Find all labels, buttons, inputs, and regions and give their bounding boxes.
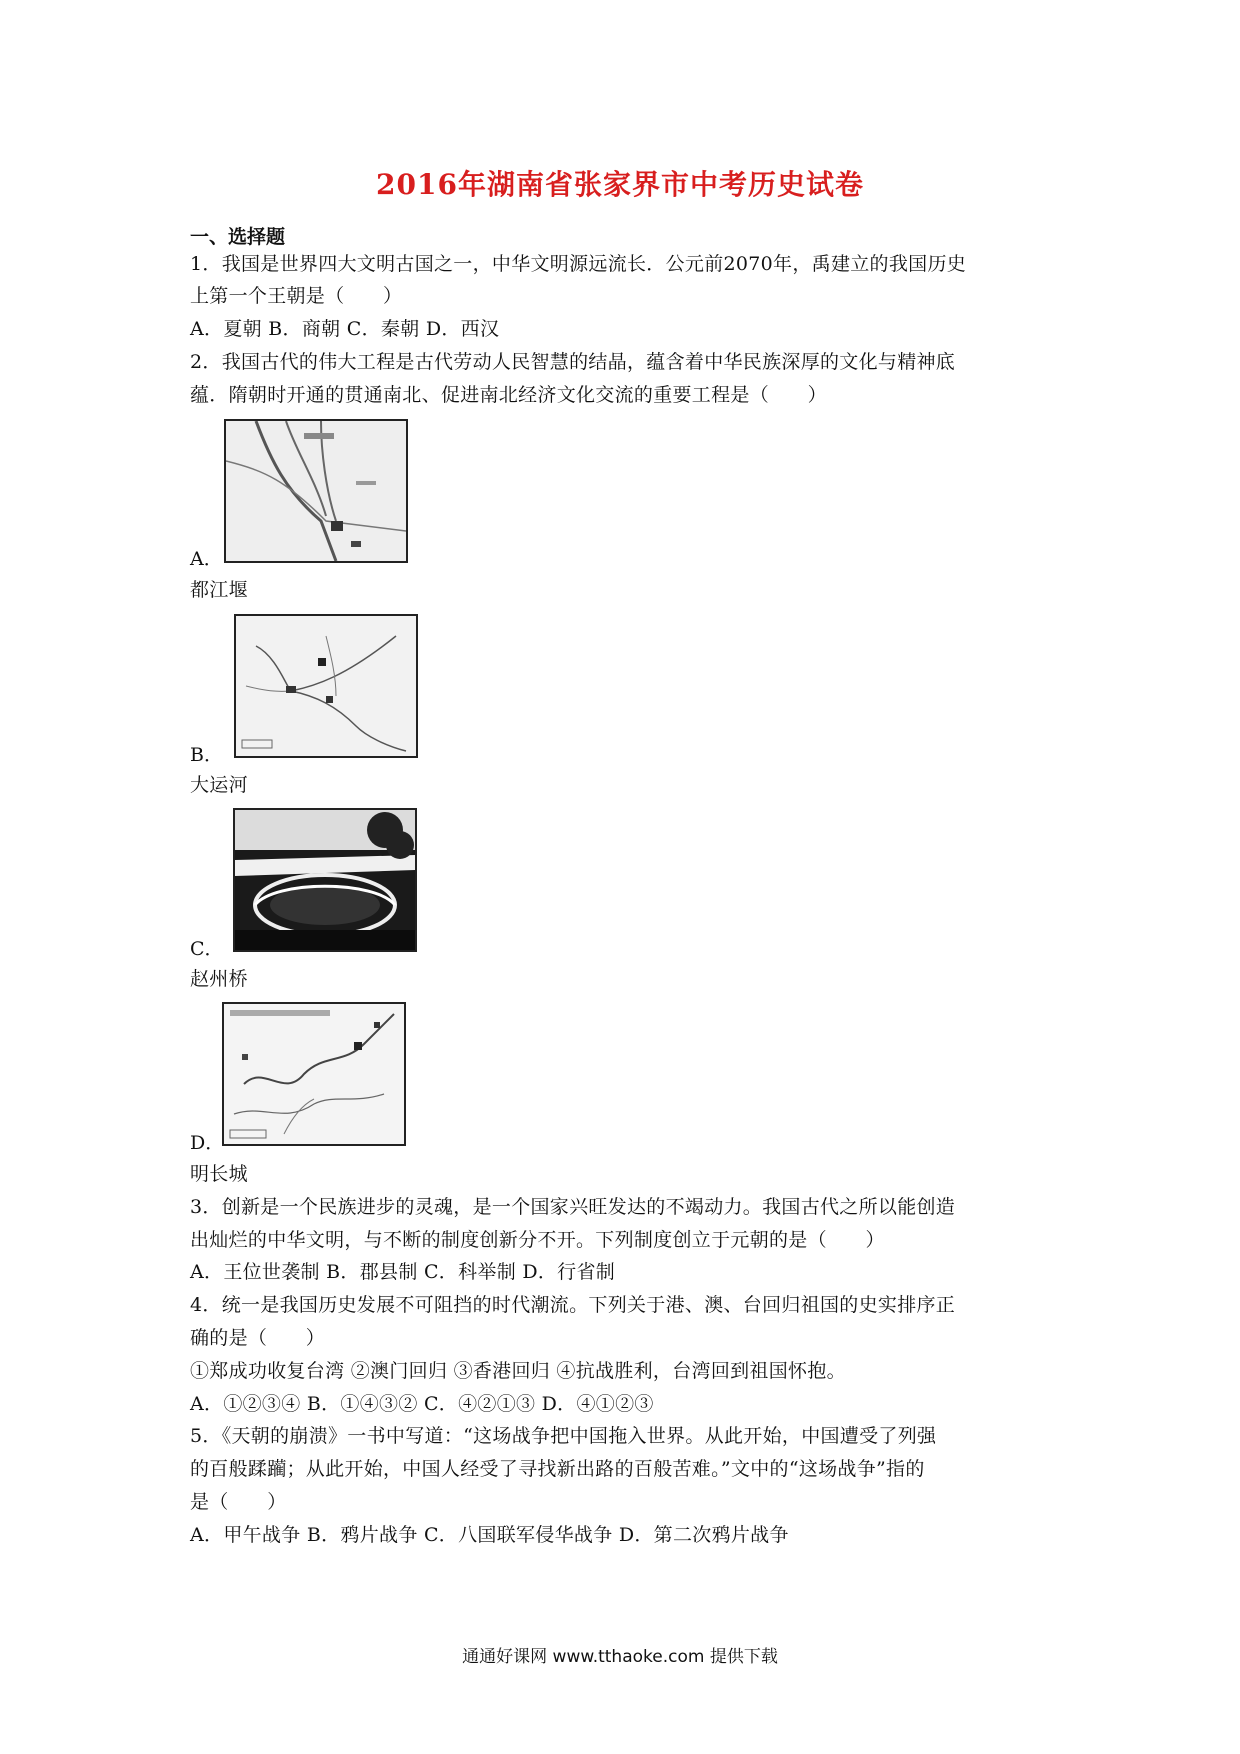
option-c-letter: C． (190, 938, 224, 960)
q4-options: A．①②③④ B．①④③② C．④②①③ D．④①②③ (190, 1393, 654, 1415)
option-a-map-image (224, 419, 408, 563)
q5-stem-line2: 的百般蹂躏；从此开始，中国人经受了寻找新出路的百般苦难。”文中的“这场战争”指的 (190, 1458, 925, 1480)
q3-stem-line1: 3．创新是一个民族进步的灵魂，是一个国家兴旺发达的不竭动力。我国古代之所以能创造 (190, 1196, 956, 1218)
q5-stem-line3: 是（ ） (190, 1491, 287, 1513)
option-c-label: 赵州桥 (190, 968, 248, 990)
option-b-letter: B． (190, 744, 223, 766)
page-footer: 通通好课网 www.tthaoke.com 提供下载 (462, 1647, 778, 1667)
q3-options: A．王位世袭制 B．郡县制 C．科举制 D．行省制 (190, 1261, 616, 1283)
option-c-bridge-photo (233, 808, 417, 952)
option-d-letter: D． (190, 1132, 225, 1154)
option-a-label: 都江堰 (190, 579, 248, 601)
q2-stem-line2: 蕴．隋朝时开通的贯通南北、促进南北经济文化交流的重要工程是（ ） (190, 384, 827, 406)
q3-stem-line2: 出灿烂的中华文明，与不断的制度创新分不开。下列制度创立于元朝的是（ ） (190, 1229, 885, 1251)
q4-stem-line1: 4．统一是我国历史发展不可阻挡的时代潮流。下列关于港、澳、台回归祖国的史实排序正 (190, 1294, 956, 1316)
q1-options: A．夏朝 B．商朝 C．秦朝 D．西汉 (190, 318, 500, 340)
exam-title: 2016年湖南省张家界市中考历史试卷 (376, 168, 864, 201)
q2-stem-line1: 2．我国古代的伟大工程是古代劳动人民智慧的结晶，蕴含着中华民族深厚的文化与精神底 (190, 351, 956, 373)
option-b-map-image (234, 614, 418, 758)
q4-stem-line2: 确的是（ ） (190, 1327, 326, 1349)
section-heading: 一、选择题 (190, 226, 286, 248)
option-a-letter: A． (190, 548, 223, 570)
option-d-map-image (222, 1002, 406, 1146)
q5-options: A．甲午战争 B．鸦片战争 C．八国联军侵华战争 D．第二次鸦片战争 (190, 1524, 789, 1546)
q4-items: ①郑成功收复台湾 ②澳门回归 ③香港回归 ④抗战胜利，台湾回到祖国怀抱。 (190, 1360, 846, 1382)
q1-stem-line2: 上第一个王朝是（ ） (190, 285, 403, 307)
q1-stem-line1: 1．我国是世界四大文明古国之一，中华文明源远流长．公元前2070年，禹建立的我国历史 (190, 253, 967, 275)
option-d-label: 明长城 (190, 1163, 248, 1185)
q5-stem-line1: 5．《天朝的崩溃》一书中写道：“这场战争把中国拖入世界。从此开始，中国遭受了列强 (190, 1425, 937, 1447)
option-b-label: 大运河 (190, 774, 248, 796)
